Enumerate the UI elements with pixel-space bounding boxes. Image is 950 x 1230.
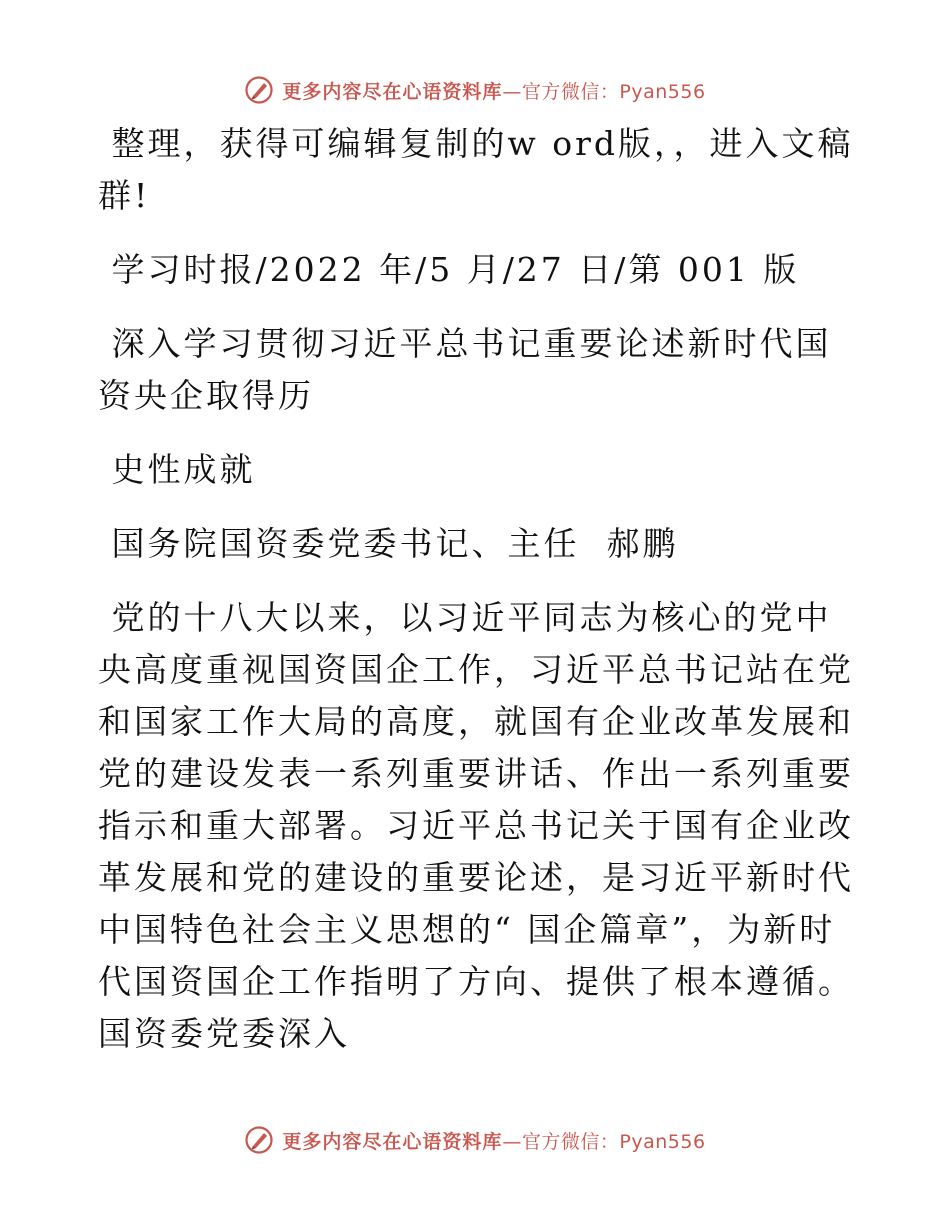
header-banner <box>0 70 950 110</box>
banner-contact-text: —官方微信：Pyan556 <box>502 1130 706 1153</box>
intro-paragraph: 整理，获得可编辑复制的w ord版，，进入文稿群! <box>98 124 854 215</box>
pen-logo-icon <box>244 75 274 105</box>
banner-contact-text: —官方微信：Pyan556 <box>502 80 706 103</box>
banner-brand-text: 更多内容尽在心语资料库 <box>282 80 503 103</box>
source-line: 学习时报/2022 年/5 月/27 日/第 001 版 <box>98 250 800 289</box>
article-title-line-1: 深入学习贯彻习近平总书记重要论述新时代国资央企取得历 <box>98 324 832 415</box>
document-body <box>98 118 858 1060</box>
author-line: 国务院国资委党委书记、主任 郝鹏 <box>98 524 679 563</box>
body-paragraph: 党的十八大以来，以习近平同志为核心的党中央高度重视国资国企工作，习近平总书记站在党和国家工作大局的高度，就国有企业改革发展和党的建设发表一系列重要讲话、作出一系列重要指示和重大部署。习近平总书记关于国有企业改革发展和党的建设的重要论述，是习近平新时代中国特色社会主义思想的“ 国企篇章”，为新时代国资国企工作指明了方向、提供了根本遵循。国资委党委深入 <box>98 598 854 1053</box>
pen-logo-icon <box>244 1125 274 1155</box>
article-title-line-2: 史性成就 <box>98 450 256 489</box>
banner-brand-text: 更多内容尽在心语资料库 <box>282 1130 503 1153</box>
footer-banner <box>0 1120 950 1160</box>
